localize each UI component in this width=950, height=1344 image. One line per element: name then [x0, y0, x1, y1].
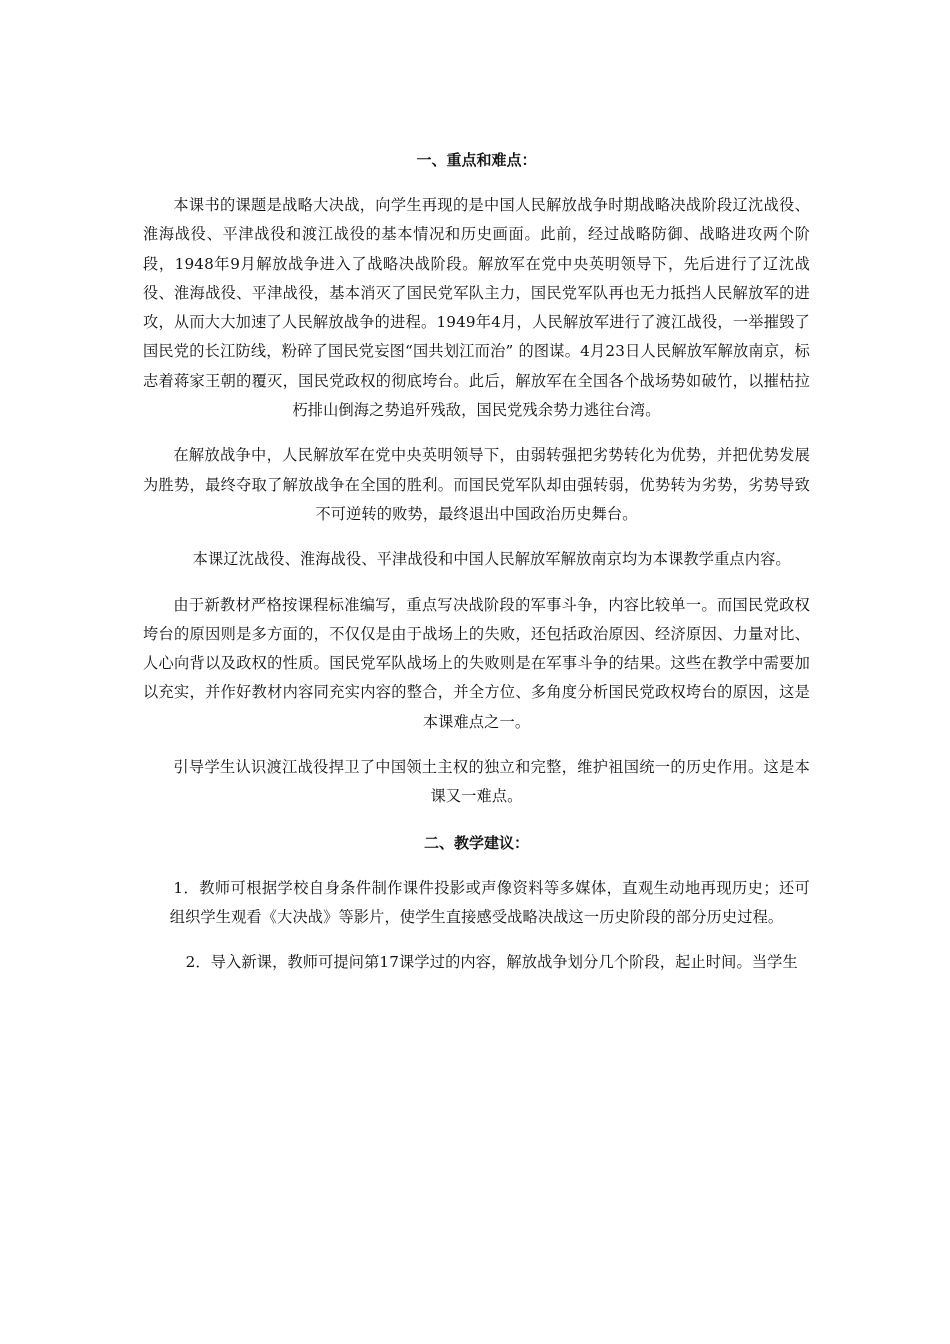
paragraph-difficulty-two: 引导学生认识渡江战役捍卫了中国领土主权的独立和完整，维护祖国统一的历史作用。这是本课又一难点。: [173, 758, 810, 806]
paragraph-war-trend: 在解放战争中，人民解放军在党中央英明领导下，由弱转强把劣势转化为优势，并把优势发展为胜势，最终夺取了解放战争在全国的胜利。而国民党军队却由强转弱，优势转为劣势，劣势导致不可逆转的败势，最终退出中国政治历史舞台。: [143, 446, 810, 523]
paragraph-suggestion-2: 2．导入新课，教师可提问第17课学过的内容，解放战争划分几个阶段，起止时间。当学生: [185, 953, 798, 972]
paragraph-overview: 本课书的课题是战略大决战，向学生再现的是中国人民解放战争时期战略决战阶段辽沈战役、淮海战役、平津战役和渡江战役的基本情况和历史画面。此前，经过战略防御、战略进攻两个阶段，1948年9月解放战争进入了战略决战阶段。解放军在党中央英明领导下，先后进行了辽沈战役、淮海战役、平津战役，基本消灭了国民党军队主力，国民党军队再也无力抵挡人民解放军的进攻，从而大大加速了人民解放战争的进程。1949年4月，人民解放军进行了渡江战役，一举摧毁了国民党的长江防线，粉碎了国民党妄图“国共划江而治” 的图谋。4月23日人民解放军解放南京，标志着蒋家王朝的覆灭，国民党政权的彻底垮台。此后，解放军在全国各个战场势如破竹，以摧枯拉朽排山倒海之势追歼残敌，国民党残余势力逃往台湾。: [143, 196, 810, 420]
section-heading-key-points: 一、重点和难点：: [416, 151, 537, 169]
paragraph-suggestion-1: 1．教师可根据学校自身条件制作课件投影或声像资料等多媒体，直观生动地再现历史；还可组织学生观看《大决战》等影片，使学生直接感受战略决战这一历史阶段的部分历史过程。: [169, 878, 810, 926]
section-heading-teaching-suggestions: 二、教学建议：: [423, 833, 529, 852]
document-page: [143, 148, 810, 978]
paragraph-key-content: 本课辽沈战役、淮海战役、平津战役和中国人民解放军解放南京均为本课教学重点内容。: [192, 550, 791, 569]
paragraph-difficulty-one: 由于新教材严格按课程标准编写，重点写决战阶段的军事斗争，内容比较单一。而国民党政权垮台的原因则是多方面的，不仅仅是由于战场上的失败，还包括政治原因、经济原因、力量对比、人心向背以及政权的性质。国民党军队战场上的失败则是在军事斗争的结果。这些在教学中需要加以充实，并作好教材内容同充实内容的整合，并全方位、多角度分析国民党政权垮台的原因，这是本课难点之一。: [143, 595, 810, 731]
